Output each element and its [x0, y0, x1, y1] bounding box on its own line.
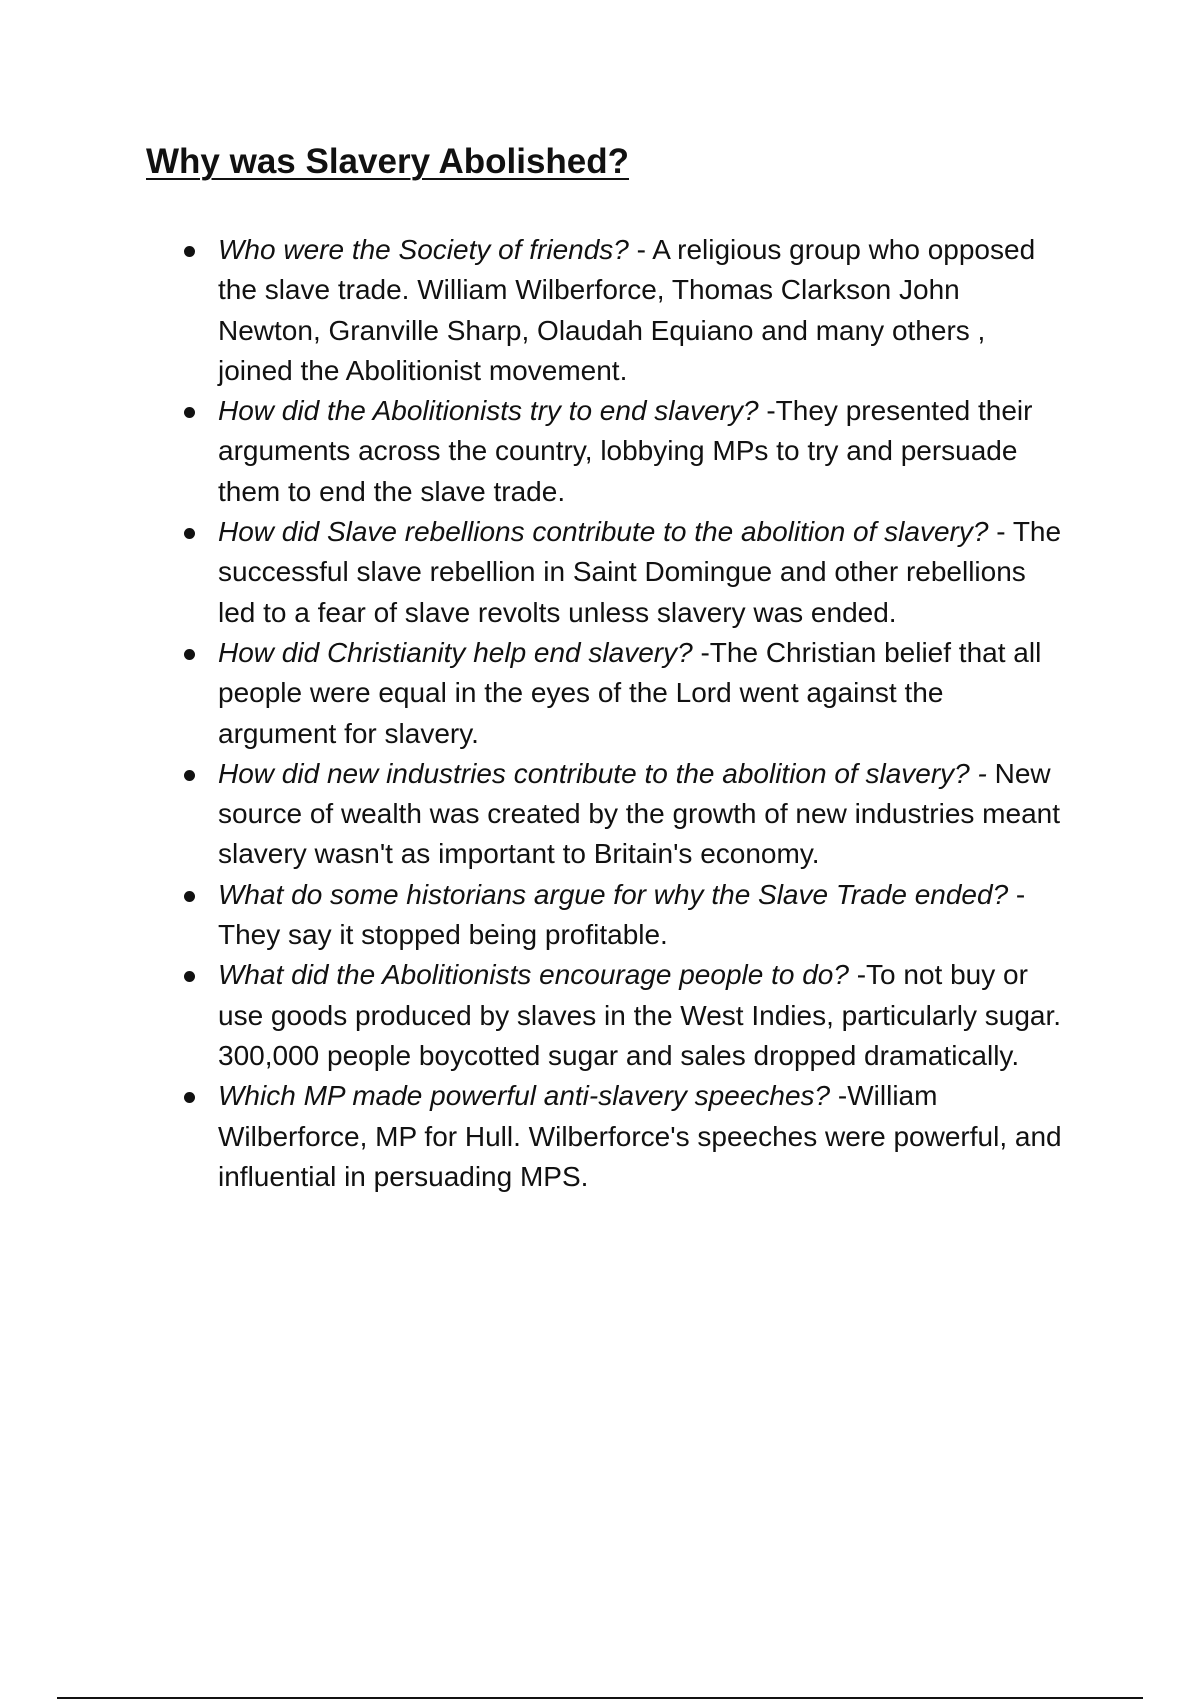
list-item	[184, 391, 1064, 512]
answer-text: New source of wealth was created by the growth of new industries meant slavery wasn't as important to Britain's economy.	[218, 757, 1060, 870]
bullet-icon	[184, 649, 195, 660]
question-text: How did new industries contribute to the abolition of slavery? -	[218, 757, 987, 789]
question-text: How did the Abolitionists try to end slavery?	[218, 395, 759, 427]
question-answer-list	[184, 230, 1064, 1197]
answer-text: - The successful slave rebellion in Saint Domingue and other rebellions led to a fear of slave revolts unless slavery was ended.	[218, 516, 1062, 628]
bullet-icon	[184, 407, 195, 418]
list-item	[184, 512, 1064, 633]
question-text: Which MP made powerful anti-slavery speeches?	[218, 1080, 831, 1112]
bullet-icon	[184, 971, 195, 982]
bullet-icon	[184, 528, 195, 539]
list-item	[184, 754, 1064, 875]
question-text: What do some historians argue for why the Slave Trade ended?	[218, 878, 1009, 910]
footer-divider	[57, 1697, 1143, 1699]
list-item	[184, 230, 1064, 391]
answer-text: -They say it stopped being profitable.	[218, 878, 1026, 951]
bullet-icon	[184, 1092, 195, 1103]
page-title: Why was Slavery Abolished?	[146, 142, 630, 181]
answer-text: -William Wilberforce, MP for Hull. Wilberforce's speeches were powerful, and influential in persuading MPS.	[218, 1080, 1062, 1192]
answer-text: -The Christian belief that all people were equal in the eyes of the Lord went against the argument for slavery.	[218, 636, 1042, 749]
question-text: How did Slave rebellions contribute to the abolition of slavery?	[218, 516, 989, 548]
question-text: What did the Abolitionists encourage people to do?	[218, 959, 849, 991]
question-text: Who were the Society of friends?	[218, 234, 629, 265]
answer-text: - A religious group who opposed the slave trade. William Wilberforce, Thomas Clarkson John Newton, Granville Sharp, Olaudah Equiano and many others , joined the Abolitionist movement.	[218, 234, 1036, 386]
list-item	[184, 633, 1064, 754]
list-item	[184, 875, 1064, 956]
bullet-icon	[184, 891, 195, 902]
list-item	[184, 955, 1064, 1076]
answer-text: -To not buy or use goods produced by slaves in the West Indies, particularly sugar. 300,000 people boycotted sugar and sales dropped dramatically.	[218, 959, 1062, 1071]
bullet-icon	[184, 770, 195, 781]
question-text: How did Christianity help end slavery?	[218, 636, 693, 668]
answer-text: -They presented their arguments across the country, lobbying MPs to try and persuade them to end the slave trade.	[218, 395, 1033, 507]
list-item	[184, 1076, 1064, 1197]
bullet-icon	[184, 246, 195, 257]
